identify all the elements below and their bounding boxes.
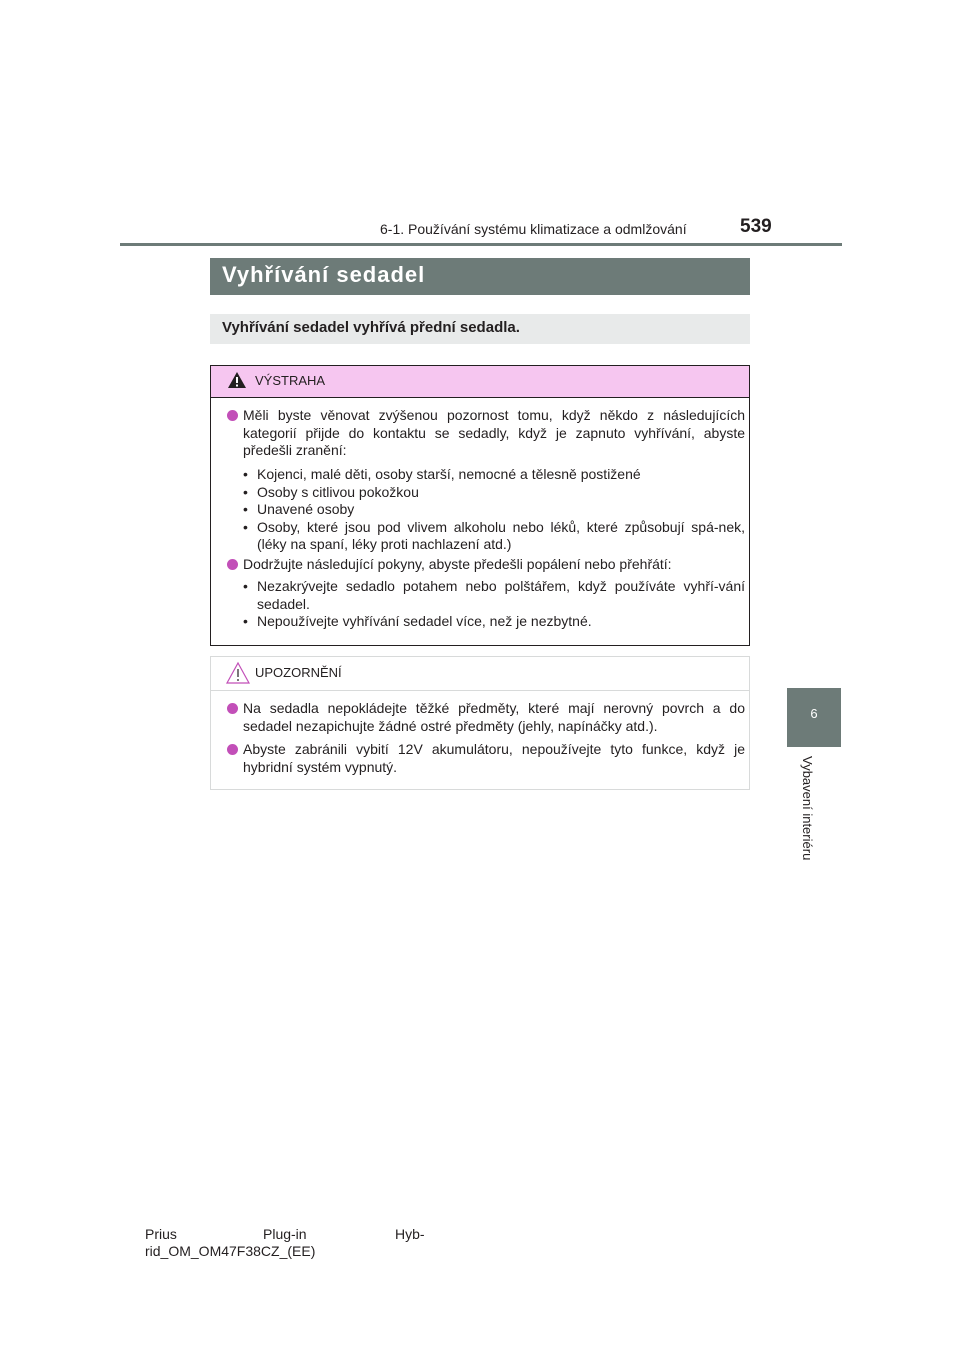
warning-item-1	[227, 407, 745, 460]
section-title: Vyhřívání sedadel	[222, 262, 426, 287]
caution-item-2-text: Abyste zabránili vybití 12V akumulátoru, nepoužívejte tyto funkce, když je hybridní systém vypnutý.	[243, 741, 745, 775]
warning-header	[211, 366, 749, 398]
warning-item-2-sublist	[243, 578, 745, 631]
warning-item-1-sublist	[243, 466, 745, 554]
footer-document-id	[145, 1226, 435, 1260]
caution-item-1	[227, 700, 745, 735]
header-section-title: 6-1. Používání systému klimatizace a odmlžování	[380, 221, 687, 237]
warning-item-2	[227, 556, 745, 574]
bullet-dot-icon	[227, 559, 238, 570]
list-item: • Nezakrývejte sedadlo potahem nebo polštářem, když používáte vyhří-vání sedadel.	[243, 578, 745, 612]
bullet-dot-icon	[227, 703, 238, 714]
list-item: • Osoby, které jsou pod vlivem alkoholu nebo léků, které způsobují spá-nek, (léky na spaní, léky proti nachlazení atd.)	[243, 518, 745, 552]
intro-box	[210, 314, 750, 344]
caution-triangle-icon	[225, 661, 251, 685]
header-divider	[120, 243, 842, 246]
warning-triangle-icon	[227, 371, 247, 389]
footer-line-2: rid_OM_OM47F38CZ_(EE)	[145, 1243, 316, 1259]
warning-item-1-text: Měli byste věnovat zvýšenou pozornost tomu, když někdo z následujících kategorií přijde do kontaktu se sedadly, když je zapnuto vyhřívání, abyste předešli zranění:	[243, 407, 745, 458]
warning-item-2-text: Dodržujte následující pokyny, abyste předešli popálení nebo přehřátí:	[243, 556, 672, 572]
caution-box	[210, 656, 750, 790]
caution-header	[211, 657, 749, 691]
caution-item-2	[227, 741, 745, 776]
bullet-dot-icon	[227, 744, 238, 755]
warning-heading: VÝSTRAHA	[255, 373, 326, 388]
list-item: • Osoby s citlivou pokožkou	[243, 483, 419, 500]
intro-text: Vyhřívání sedadel vyhřívá přední sedadla.	[222, 319, 520, 336]
chapter-tab	[787, 688, 841, 747]
chapter-number: 6	[810, 706, 818, 721]
list-item: • Kojenci, malé děti, osoby starší, nemocné a tělesně postižené	[243, 466, 641, 482]
footer-line-1: Prius Plug-in Hyb-	[145, 1226, 425, 1242]
caution-heading: UPOZORNĚNÍ	[255, 665, 342, 680]
list-item: • Unavené osoby	[243, 501, 355, 517]
caution-item-1-text: Na sedadla nepokládejte těžké předměty, které mají nerovný povrch a do sedadel nezapichujte žádné ostré předměty (jehly, napínáčky atd.).	[243, 700, 745, 734]
chapter-label: Vybavení interiéru	[800, 756, 815, 861]
section-title-bar	[210, 258, 750, 295]
bullet-dot-icon	[227, 410, 238, 421]
list-item: • Nepoužívejte vyhřívání sedadel více, než je nezbytné.	[243, 613, 592, 629]
warning-box	[210, 365, 750, 646]
page-number: 539	[740, 216, 772, 237]
